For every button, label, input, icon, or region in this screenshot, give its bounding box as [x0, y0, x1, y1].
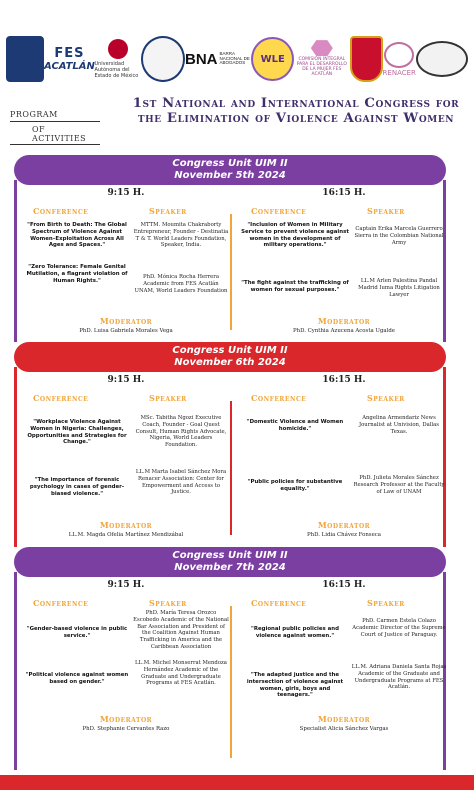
moderator-label: Moderator [99, 316, 153, 326]
lotus-icon [384, 42, 414, 68]
speaker-label: Speaker [149, 598, 187, 608]
logos-row [0, 30, 474, 88]
renacer-logo [383, 42, 416, 77]
day-unit: Congress Unit UIM II [172, 158, 288, 169]
conference-title: "The adapted justice and the intersection of violence against women, girls, boys and teenagers." [246, 672, 344, 699]
conference-title: "Inclusion of Women in Military Service to prevent violence against women in the development of military operations." [241, 222, 349, 249]
conference-title: "Political violence against women based on gender." [25, 672, 129, 685]
unam-crest-logo [6, 36, 44, 82]
conference-label: Conference [251, 393, 307, 403]
day-date: November 5th 2024 [174, 170, 286, 181]
moderator-label: Moderator [317, 520, 371, 530]
speaker-info: LL.M Arlen Palestina Pandal Madrid Iuma Rights Litigation Lawyer [358, 278, 440, 298]
speaker-info: MTTM. Moumita Chakraborty Entrepreneur, Founder - Destinatia T & T. World Leaders Foundation, Speaker, India. [133, 222, 229, 249]
bottom-bar [0, 775, 474, 790]
moderator-label: Moderator [99, 714, 153, 724]
day-section-3 [14, 572, 446, 770]
moderator-name: PhD. Cynthia Azucena Acosta Ugalde [293, 328, 395, 334]
session-time: 16:15 H. [322, 188, 366, 198]
uaem-seal-icon [108, 39, 128, 59]
bna-logo [185, 51, 252, 68]
conference-label: Conference [33, 598, 89, 608]
moderator-label: Moderator [317, 316, 371, 326]
conference-label: Conference [251, 598, 307, 608]
session-time: 9:15 H. [107, 580, 145, 590]
comision-logo [294, 40, 350, 78]
day-unit: Congress Unit UIM II [172, 550, 288, 561]
afternoon-session [239, 367, 449, 547]
moderator-label: Moderator [317, 714, 371, 724]
foundation-seal-logo [416, 41, 468, 77]
speaker-info: Captain Erika Marcela Guerrero Sierra in the Colombian National Army [354, 226, 444, 246]
speaker-info: PhD. Carmen Estela Colazo Academic Director of the Supreme Court of Justice of Paraguay. [352, 618, 446, 638]
speaker-label: Speaker [367, 598, 405, 608]
day-section-2 [14, 367, 446, 547]
bna-subtext: BARRA NACIONAL DE ABOGADOS [219, 50, 250, 66]
acatlan-text: ACATLÁN [44, 61, 95, 72]
speaker-label: Speaker [149, 206, 187, 216]
afternoon-session [239, 572, 449, 770]
session-time: 16:15 H. [322, 375, 366, 385]
session-time: 9:15 H. [107, 188, 145, 198]
conference-title: "Domestic Violence and Women homicide." [246, 419, 344, 432]
speaker-info: LL.M Marta Isabel Sánchez Mora Renacer Association: Center for Empowerment and Access to Justice. [135, 469, 227, 496]
page-title: 1st National and International Congress for the Elimination of Violence Against Women [132, 96, 460, 126]
session-time: 9:15 H. [107, 375, 145, 385]
day-date: November 6th 2024 [174, 357, 286, 368]
renacer-text: RENACER [382, 68, 416, 77]
moderator-name: LL.M. Magda Ofelia Martínez Mendizábal [68, 532, 184, 538]
program-line-1: PROGRAM [10, 110, 100, 122]
conference-title: "The fight against the trafficking of women for sexual purposes." [241, 280, 349, 293]
day-section-1 [14, 180, 446, 342]
conference-title: "Gender-based violence in public service." [26, 626, 128, 639]
conference-label: Conference [33, 393, 89, 403]
speaker-label: Speaker [367, 393, 405, 403]
moderator-name: PhD. Stephanie Cervantes Razo [82, 726, 170, 732]
session-time: 16:15 H. [322, 580, 366, 590]
conference-title: "Workplace Violence Against Women in Nigeria: Challenges, Opportunities and Strategies for Change." [27, 419, 127, 446]
morning-session [21, 367, 231, 547]
shield-logo [350, 36, 383, 82]
speaker-info: LL.M. Michel Monserrat Mendoza Hernández Academic of the Graduate and Undergraduate Programs at FES Acatlán. [135, 660, 227, 687]
speaker-info: Angelina Armendariz News Journalist at Univision, Dallas Texas. [358, 415, 440, 435]
fes-acatlan-logo [44, 36, 94, 82]
program-line-2: OF ACTIVITIES [10, 125, 100, 145]
afternoon-session [239, 180, 449, 342]
speaker-info: MSc. Tabitha Ngozi Executive Coach, Founder - Goal Quest Consult, Human Rights Advocate, Nigeria, World Leaders Foundation. [135, 415, 227, 449]
moderator-name: PhD. Lidia Chávez Fonseca [306, 532, 381, 538]
day-date: November 7th 2024 [174, 562, 286, 573]
moderator-label: Moderator [99, 520, 153, 530]
program-label [10, 110, 100, 145]
law-faculty-seal-logo [141, 36, 185, 82]
morning-session [21, 180, 231, 342]
comision-emblem-icon [311, 40, 333, 56]
moderator-name: Specialist Alicia Sánchez Vargas [299, 726, 389, 732]
conference-label: Conference [33, 206, 89, 216]
wle-logo [251, 37, 293, 81]
uaem-name: Universidad Autónoma del Estado de México [94, 61, 139, 79]
wle-text: WLE [260, 53, 285, 65]
conference-title: "From Birth to Death: The Global Spectrum of Violence Against Women–Exploitation Across All Ages and Spaces." [27, 222, 127, 249]
moderator-name: PhD. Luisa Gabriela Morales Vega [79, 328, 173, 334]
speaker-label: Speaker [149, 393, 187, 403]
speaker-info: PhD. Julieta Morales Sánchez Research Professor at the Faculty of Law of UNAM [353, 475, 445, 495]
conference-title: "Zero Tolerance: Female Genital Mutilation, a flagrant violation of Human Rights." [26, 264, 128, 284]
conference-title: "The importance of forensic psychology in cases of gender-biased violence." [29, 477, 125, 497]
comision-text: COMISIÓN INTEGRAL PARA EL DESARROLLO DE LA MUJER FES ACATLÁN [296, 57, 347, 77]
uaem-logo [94, 39, 140, 79]
conference-title: "Regional public policies and violence against women." [251, 626, 339, 639]
day-unit: Congress Unit UIM II [172, 345, 288, 356]
bna-text: BNA [184, 50, 218, 68]
speaker-label: Speaker [367, 206, 405, 216]
speaker-info: LL.M. Adriana Daniela Santa Rojas Academic of the Graduate and Undergraduate Programs at FES Acatlán. [351, 664, 447, 691]
fes-text: FES [54, 46, 85, 61]
speaker-info: PhD. Mónica Rocha Herrera Academic from FES Acatlán UNAM, World Leaders Foundation [134, 274, 228, 294]
conference-label: Conference [251, 206, 307, 216]
morning-session [21, 572, 231, 770]
speaker-info: PhD. María Teresa Orozco Escobedo Academic of the National Bar Association and President of the Coalition Against Human Trafficking in America and the Caribbean Association [133, 610, 229, 650]
conference-title: "Public policies for substantive equality." [247, 479, 343, 492]
